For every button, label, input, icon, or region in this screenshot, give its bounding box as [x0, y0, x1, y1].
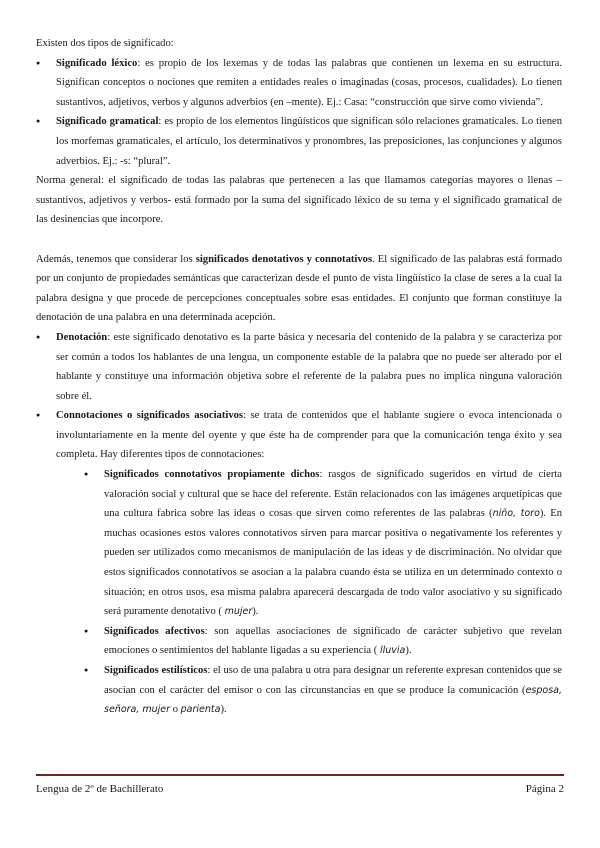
- desc-afectivos-1: : son aquellas asociaciones de significado de carácter subjetivo que revelan emociones o sentimientos del hablante ligadas a su experiencia (: [104, 625, 562, 657]
- list-item: [36, 54, 562, 113]
- desc-propiamente-2: ). En muchas ocasiones estos valores connotativos sirven para marcar positiva o negativamente los referentes y pueden ser utilizados como mecanismos de manipulación de las ideas y de discriminación. No olvidar que estos significados connotativos se asocian a la palabra cuando ésta se utiliza en un determinado contexto o situación; en otros usos, esa misma palabra aparecerá descargada de todo valor asociativo y su significado será puramente denotativo (: [104, 508, 563, 618]
- term-gramatical: Significado gramatical: [56, 116, 159, 128]
- list-item: [84, 661, 562, 720]
- term-lexico: Significado léxico: [56, 57, 138, 69]
- desc-estilisticos-mid: o: [170, 704, 181, 716]
- list-item: [84, 622, 562, 661]
- footer-course: Lengua de 2º de Bachillerato: [36, 783, 164, 795]
- intro-line: Existen dos tipos de significado:: [36, 38, 174, 49]
- desc-afectivos-2: ).: [405, 645, 412, 657]
- term-denotacion: Denotación: [56, 331, 108, 343]
- example-esposa: esposa, señora, mujer: [104, 684, 562, 716]
- list-item: [36, 328, 562, 406]
- desc-lexico: : es propio de los lexemas y de todas las palabras que contienen un lexema en su estructura. Significan conceptos o nociones que remiten a entidades reales o imaginadas (cosas, procesos, cualidades). Lo tienen sustantivos, adjetivos, verbos y algunos adverbios (en –mente). Ej.: Casa: “construcción que sirve como vivienda”.: [56, 57, 562, 108]
- desc-propiamente-1: : rasgos de significado sugeridos en virtud de cierta valoración social y cultural que se hace del referente. Están relacionados con las imágenes arquetípicas que una cultura fabrica sobre las ideas o cosas que sirven como referentes de las palabras (: [104, 469, 562, 520]
- desc-connotaciones: : se trata de contenidos que el hablante sugiere o evoca intencionada o involuntariamente en la mente del oyente y que éste ha de comprender para que la comunicación tenga éxito y sea completa. Hay diferentes tipos de connotaciones:: [56, 410, 562, 461]
- footer-page-number: Página 2: [525, 783, 564, 795]
- ademas-text-1: Además, tenemos que considerar los: [36, 253, 196, 265]
- term-connotaciones: Connotaciones o significados asociativos: [56, 410, 244, 422]
- desc-denotacion: : este significado denotativo es la parte básica y necesaria del contenido de la palabra y se caracteriza por ser común a todos los hablantes de una lengua, un componente estable de la palabra que no puede ser alterado por el hablante y constituye una información objetiva sobre el referente de la palabra pues no implica ninguna valoración sobre él.: [56, 331, 562, 402]
- desc-propiamente-3: ).: [252, 606, 259, 618]
- list-item: [36, 406, 562, 720]
- tipos-list: [36, 54, 562, 172]
- example-parienta: parienta: [180, 704, 221, 716]
- example-nino-toro: niño, toro: [492, 508, 540, 520]
- example-mujer: mujer: [224, 606, 253, 618]
- ademas-paragraph: [36, 250, 562, 328]
- denotacion-list: [36, 328, 562, 720]
- document-body: [36, 34, 562, 720]
- list-item: [36, 112, 562, 171]
- ademas-bold: significados denotativos y connotativos: [195, 253, 373, 265]
- blank-line: [36, 230, 562, 250]
- desc-estilisticos-1: : el uso de una palabra u otra para designar un referente expresan contenidos que se asocian con el carácter del emisor o con las circunstancias en que se produce la comunicación (: [104, 665, 562, 696]
- term-afectivos: Significados afectivos: [104, 625, 205, 637]
- list-item: [84, 465, 562, 622]
- norma-general: Norma general: el significado de todas las palabras que pertenecen a las que llamamos categorías mayores o llenas –sustantivos, adjetivos y verbos- está formado por la suma del significado léxico de su tema y el significado gramatical de las desinencias que incorpore.: [36, 175, 562, 226]
- desc-estilisticos-2: ).: [220, 704, 227, 716]
- ademas-text-2: . El significado de las palabras está formado por un conjunto de propiedades semánticas que caracterizan desde el punto de vista lingüístico la clase de seres a la cual la palabra designa y que procede de percepciones conceptuales sobre esas entidades. El conjunto que forman constituye la denotación de una palabra en una determinada acepción.: [36, 253, 563, 324]
- term-propiamente: Significados connotativos propiamente dichos: [104, 469, 320, 481]
- footer-rule: [36, 774, 564, 776]
- desc-gramatical: : es propio de los elementos lingüísticos que significan sólo relaciones gramaticales. Lo tienen los morfemas gramaticales, el artículo, los determinativos y pronombres, las preposiciones, las conjunciones y algunos adverbios. Ej.: -s: “plural”.: [56, 116, 562, 167]
- term-estilisticos: Significados estilísticos: [104, 665, 208, 676]
- connotaciones-sublist: [84, 465, 562, 720]
- example-lluvia: lluvia: [379, 645, 406, 657]
